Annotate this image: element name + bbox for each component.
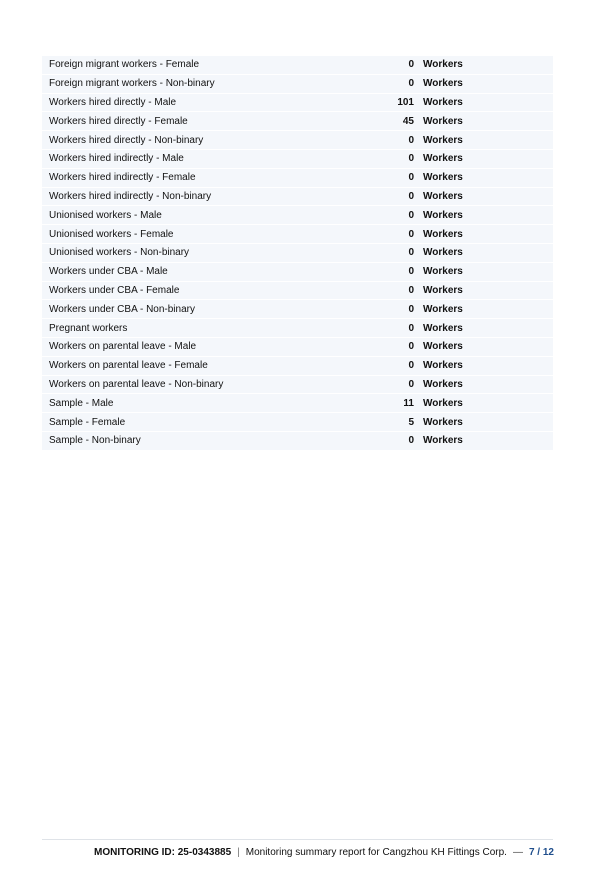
- row-label: Workers under CBA - Female: [49, 284, 180, 296]
- row-unit: Workers: [423, 59, 463, 71]
- table-row: [42, 75, 553, 94]
- row-value: 0: [408, 59, 414, 71]
- row-label: Sample - Non-binary: [49, 435, 141, 447]
- page-number: 7 / 12: [528, 847, 554, 858]
- monitoring-id: MONITORING ID: 25-0343885: [94, 847, 232, 858]
- row-unit: Workers: [423, 190, 463, 202]
- row-unit: Workers: [423, 322, 463, 334]
- table-row: [42, 150, 553, 169]
- footer-divider: [42, 839, 553, 840]
- row-value: 0: [408, 190, 414, 202]
- row-value: 0: [408, 303, 414, 315]
- row-unit: Workers: [423, 78, 463, 90]
- row-unit: Workers: [423, 134, 463, 146]
- row-unit: Workers: [423, 115, 463, 127]
- row-label: Unionised workers - Male: [49, 209, 162, 221]
- row-unit: Workers: [423, 397, 463, 409]
- row-unit: Workers: [423, 284, 463, 296]
- table-row: [42, 338, 553, 357]
- row-unit: Workers: [423, 266, 463, 278]
- row-value: 0: [408, 209, 414, 221]
- row-unit: Workers: [423, 228, 463, 240]
- table-row: [42, 169, 553, 188]
- row-label: Workers under CBA - Non-binary: [49, 303, 195, 315]
- row-label: Foreign migrant workers - Female: [49, 59, 200, 71]
- row-value: 0: [408, 134, 414, 146]
- row-unit: Workers: [423, 303, 463, 315]
- table-row: [42, 244, 553, 263]
- table-row: [42, 188, 553, 207]
- row-value: 0: [408, 78, 414, 90]
- row-label: Workers on parental leave - Non-binary: [49, 378, 224, 390]
- row-label: Workers under CBA - Male: [49, 266, 168, 278]
- row-value: 0: [408, 284, 414, 296]
- table-row: [42, 131, 553, 150]
- table-row: [42, 112, 553, 131]
- row-unit: Workers: [423, 247, 463, 259]
- row-label: Workers hired indirectly - Non-binary: [49, 190, 212, 202]
- row-value: 0: [408, 247, 414, 259]
- row-label: Workers hired directly - Female: [49, 115, 188, 127]
- row-label: Sample - Male: [49, 397, 114, 409]
- row-value: 0: [408, 153, 414, 165]
- row-label: Workers on parental leave - Male: [49, 341, 197, 353]
- row-value: 11: [403, 397, 414, 409]
- row-label: Pregnant workers: [49, 322, 128, 334]
- table-row: [42, 319, 553, 338]
- row-label: Unionised workers - Non-binary: [49, 247, 190, 259]
- report-title: Monitoring summary report for Cangzhou KH Fittings Corp.: [245, 847, 507, 858]
- table-row: [42, 56, 553, 75]
- row-label: Workers hired directly - Male: [49, 96, 177, 108]
- table-row: [42, 413, 553, 432]
- row-unit: Workers: [423, 153, 463, 165]
- row-value: 5: [408, 416, 414, 428]
- table-row: [42, 94, 553, 113]
- row-value: 0: [408, 172, 414, 184]
- row-value: 0: [408, 435, 414, 447]
- row-value: 0: [408, 266, 414, 278]
- table-row: [42, 282, 553, 301]
- page-footer: [94, 847, 554, 858]
- row-label: Sample - Female: [49, 416, 126, 428]
- table-row: [42, 300, 553, 319]
- row-unit: Workers: [423, 172, 463, 184]
- row-unit: Workers: [423, 416, 463, 428]
- table-row: [42, 376, 553, 395]
- row-label: Workers hired directly - Non-binary: [49, 134, 204, 146]
- row-unit: Workers: [423, 96, 463, 108]
- row-unit: Workers: [423, 341, 463, 353]
- row-value: 0: [408, 228, 414, 240]
- row-value: 0: [408, 341, 414, 353]
- row-value: 0: [408, 322, 414, 334]
- row-label: Workers hired indirectly - Male: [49, 153, 184, 165]
- row-unit: Workers: [423, 435, 463, 447]
- footer-dash: —: [512, 847, 523, 858]
- row-unit: Workers: [423, 378, 463, 390]
- row-unit: Workers: [423, 209, 463, 221]
- table-row: [42, 357, 553, 376]
- row-unit: Workers: [423, 360, 463, 372]
- row-label: Foreign migrant workers - Non-binary: [49, 78, 215, 90]
- table-row: [42, 263, 553, 282]
- row-value: 101: [397, 96, 414, 108]
- row-value: 0: [408, 378, 414, 390]
- row-label: Unionised workers - Female: [49, 228, 174, 240]
- row-value: 0: [408, 360, 414, 372]
- table-row: [42, 432, 553, 451]
- row-value: 45: [402, 115, 414, 127]
- table-row: [42, 394, 553, 413]
- table-row: [42, 206, 553, 225]
- row-label: Workers hired indirectly - Female: [49, 172, 196, 184]
- footer-separator: |: [237, 847, 240, 858]
- workers-table: [42, 56, 553, 451]
- table-row: [42, 225, 553, 244]
- row-label: Workers on parental leave - Female: [49, 360, 208, 372]
